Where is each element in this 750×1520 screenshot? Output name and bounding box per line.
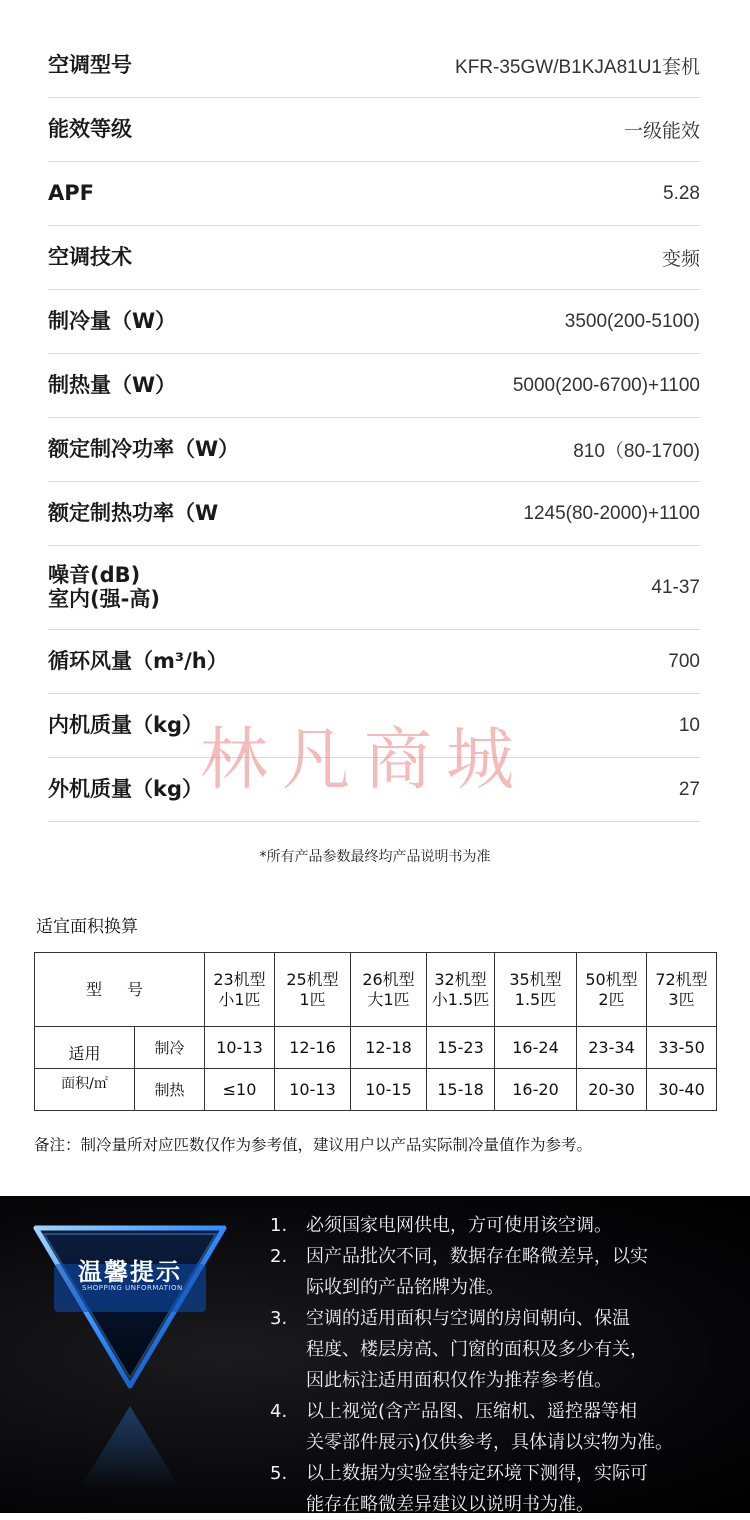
area-conversion-table bbox=[34, 952, 717, 1111]
table-cell: ≤10 bbox=[205, 1069, 275, 1111]
spec-row-technology bbox=[48, 226, 700, 290]
tips-panel bbox=[0, 1196, 750, 1513]
model-line2: 小1匹 bbox=[218, 989, 261, 1009]
spec-label: 外机质量（kg） bbox=[48, 776, 203, 801]
spec-value: 5.28 bbox=[663, 182, 700, 204]
spec-row-heating-capacity bbox=[48, 354, 700, 418]
mode-heat-label: 制热 bbox=[135, 1069, 205, 1111]
table-cell: 20-30 bbox=[577, 1069, 647, 1111]
table-cell: 23-34 bbox=[577, 1027, 647, 1069]
type-header-cell: 型 号 bbox=[35, 953, 205, 1027]
model-line1: 50机型 bbox=[585, 969, 638, 989]
model-line1: 32机型 bbox=[434, 969, 487, 989]
area-section-title: 适宜面积换算 bbox=[36, 917, 138, 937]
spec-row-heating-power bbox=[48, 482, 700, 546]
model-line2: 1匹 bbox=[299, 989, 326, 1009]
spec-row-apf bbox=[48, 162, 700, 226]
tip-text: 空调的适用面积与空调的房间朝向、保温 程度、楼层房高、门窗的面积及多少有关， 因此标注适用面积仅作为推荐参考值。 bbox=[306, 1308, 648, 1391]
tip-number: 4. bbox=[270, 1401, 288, 1422]
model-line1: 25机型 bbox=[286, 969, 339, 989]
spec-label-line1: 噪音(dB) bbox=[48, 563, 141, 588]
spec-value: 一级能效 bbox=[623, 121, 700, 142]
model-line2: 3匹 bbox=[668, 989, 695, 1009]
spec-label: 空调型号 bbox=[48, 52, 132, 77]
model-line2: 小1.5匹 bbox=[431, 989, 490, 1009]
model-cell bbox=[205, 953, 275, 1027]
model-line1: 23机型 bbox=[213, 969, 266, 989]
spec-value: 1245(80-2000)+1100 bbox=[523, 502, 700, 524]
tip-number: 2. bbox=[270, 1246, 288, 1267]
spec-row-energy-grade bbox=[48, 98, 700, 162]
mode-cool-label: 制冷 bbox=[135, 1027, 205, 1069]
table-cell: 15-18 bbox=[427, 1069, 495, 1111]
row-label-area-unit: 面积/㎡ bbox=[35, 1069, 135, 1111]
store-watermark: 林凡商城 bbox=[200, 721, 529, 800]
spec-value: 10 bbox=[678, 714, 700, 736]
table-cell: 16-20 bbox=[495, 1069, 577, 1111]
model-line2: 2匹 bbox=[598, 989, 625, 1009]
remark-note: 备注：制冷量所对应匹数仅作为参考值，建议用户以产品实际制冷量值作为参考。 bbox=[34, 1136, 593, 1154]
table-row-cooling bbox=[35, 1027, 717, 1069]
spec-row-cooling-capacity bbox=[48, 290, 700, 354]
tip-text: 必须国家电网供电，方可使用该空调。 bbox=[306, 1215, 612, 1236]
model-cell bbox=[427, 953, 495, 1027]
spec-label: 空调技术 bbox=[48, 244, 132, 269]
spec-value: 变频 bbox=[661, 249, 700, 270]
tip-number: 1. bbox=[270, 1215, 288, 1236]
spec-row-cooling-power bbox=[48, 418, 700, 482]
spec-label: 额定制冷功率（W） bbox=[48, 436, 240, 461]
spec-table bbox=[48, 34, 700, 822]
spec-label: 能效等级 bbox=[48, 116, 132, 141]
spec-row-outdoor-weight bbox=[48, 758, 700, 822]
spec-label: 制热量（W） bbox=[48, 372, 177, 397]
spec-row-noise bbox=[48, 546, 700, 630]
tip-item bbox=[270, 1210, 740, 1241]
tip-text: 以上数据为实验室特定环境下测得，实际可 能存在略微差异建议以说明书为准。 bbox=[306, 1463, 648, 1515]
model-line2: 大1匹 bbox=[367, 989, 410, 1009]
spec-value: 27 bbox=[678, 778, 700, 800]
spec-value: 810（80-1700) bbox=[573, 441, 700, 462]
model-line2: 1.5匹 bbox=[514, 989, 557, 1009]
model-cell bbox=[577, 953, 647, 1027]
tip-item bbox=[270, 1303, 740, 1396]
table-cell: 10-13 bbox=[275, 1069, 351, 1111]
tip-number: 5. bbox=[270, 1463, 288, 1484]
tips-list bbox=[270, 1210, 740, 1520]
table-cell: 10-13 bbox=[205, 1027, 275, 1069]
spec-value: 3500(200-5100) bbox=[564, 310, 700, 332]
footnote: *所有产品参数最终均产品说明书为准 bbox=[259, 849, 491, 865]
tips-badge bbox=[30, 1218, 230, 1498]
table-header-row bbox=[35, 953, 717, 1027]
table-cell: 33-50 bbox=[647, 1027, 717, 1069]
tip-item bbox=[270, 1396, 740, 1458]
tip-number: 3. bbox=[270, 1308, 288, 1329]
model-line1: 72机型 bbox=[655, 969, 708, 989]
spec-label: 循环风量（m³/h） bbox=[48, 648, 228, 673]
spec-label bbox=[48, 564, 160, 610]
table-cell: 15-23 bbox=[427, 1027, 495, 1069]
table-cell: 12-16 bbox=[275, 1027, 351, 1069]
spec-value: 5000(200-6700)+1100 bbox=[512, 374, 700, 396]
row-label-applicable: 适用 bbox=[35, 1027, 135, 1069]
badge-subtitle: SHOPPING UNFORMATION bbox=[82, 1284, 183, 1292]
tip-item bbox=[270, 1458, 740, 1520]
spec-label-line2: 室内(强-高) bbox=[48, 586, 160, 611]
spec-label: 额定制热功率（W bbox=[48, 500, 219, 525]
spec-value: 41-37 bbox=[651, 576, 700, 598]
table-cell: 30-40 bbox=[647, 1069, 717, 1111]
spec-label: 内机质量（kg） bbox=[48, 712, 203, 737]
model-line1: 26机型 bbox=[362, 969, 415, 989]
model-cell bbox=[647, 953, 717, 1027]
spec-value: KFR-35GW/B1KJA81U1套机 bbox=[455, 57, 700, 78]
tip-item bbox=[270, 1241, 740, 1303]
tip-text: 因产品批次不同，数据存在略微差异，以实 际收到的产品铭牌为准。 bbox=[306, 1246, 648, 1298]
badge-title: 温馨提示 bbox=[78, 1258, 182, 1286]
model-line1: 35机型 bbox=[509, 969, 562, 989]
spec-row-indoor-weight bbox=[48, 694, 700, 758]
spec-row-model bbox=[48, 34, 700, 98]
table-cell: 12-18 bbox=[351, 1027, 427, 1069]
tip-text: 以上视觉(含产品图、压缩机、遥控器等相 关零部件展示)仅供参考，具体请以实物为准。 bbox=[306, 1401, 674, 1453]
model-cell bbox=[495, 953, 577, 1027]
table-cell: 10-15 bbox=[351, 1069, 427, 1111]
spec-value: 700 bbox=[668, 650, 700, 672]
spec-label: APF bbox=[48, 180, 94, 205]
table-cell: 16-24 bbox=[495, 1027, 577, 1069]
model-cell bbox=[351, 953, 427, 1027]
spec-label: 制冷量（W） bbox=[48, 308, 177, 333]
table-row-heating bbox=[35, 1069, 717, 1111]
spec-row-airflow bbox=[48, 630, 700, 694]
model-cell bbox=[275, 953, 351, 1027]
